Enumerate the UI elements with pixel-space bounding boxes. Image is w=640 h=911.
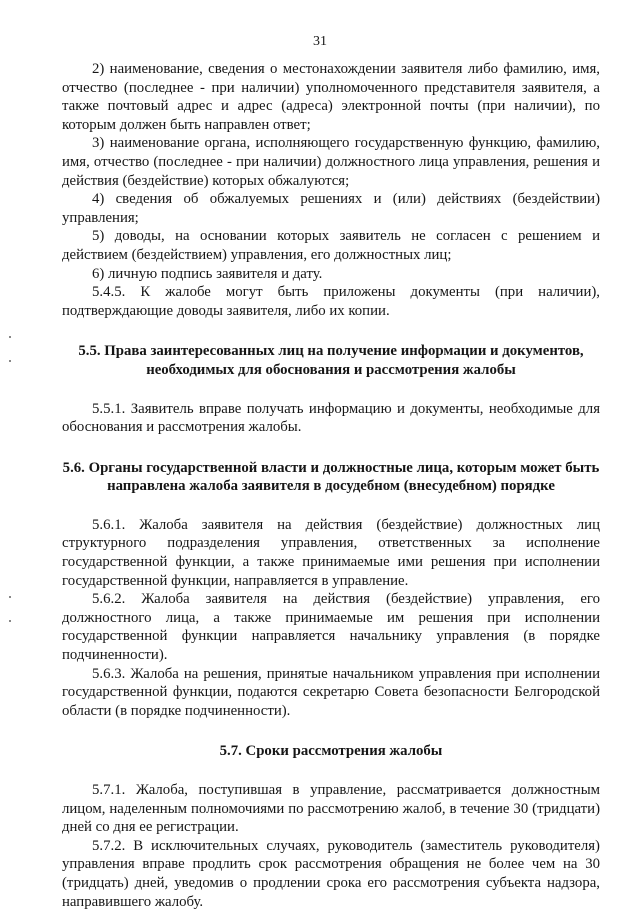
spacer xyxy=(62,496,600,516)
scan-speck xyxy=(9,620,11,622)
section-heading-5-5: 5.5. Права заинтересованных лиц на получение информации и документов, необходимых для обоснования и рассмотрения жалобы xyxy=(78,343,584,378)
paragraph-item-5: 5) доводы, на основании которых заявитель не согласен с решением и действием (бездействием) управления, его должностных лиц; xyxy=(62,228,600,263)
paragraph-5-6-1: 5.6.1. Жалоба заявителя на действия (бездействие) должностных лиц структурного подразделения управления, ответственных за исполнение государственной функции, а также принимаемые ими решения при исполнении государственной функции, направляется в управление. xyxy=(62,516,600,589)
scan-speck xyxy=(9,360,11,362)
paragraph-5-5-1: 5.5.1. Заявитель вправе получать информацию и документы, необходимые для обоснования и рассмотрения жалобы. xyxy=(62,400,600,436)
paragraph-item-3: 3) наименование органа, исполняющего государственную функцию, фамилию, имя, отчество (последнее - при наличии) должностного лица управления, решения и действия (бездействие) которых обжалуются; xyxy=(62,135,600,189)
page-number: 31 xyxy=(313,34,327,49)
paragraph-5-7-1: 5.7.1. Жалоба, поступившая в управление, рассматривается должностным лицом, наделенным полномочиями по рассмотрению жалоб, в течение 30 (тридцати) дней со дня ее регистрации. xyxy=(62,782,600,836)
spacer xyxy=(62,320,600,342)
paragraph-item-4: 4) сведения об обжалуемых решениях и (или) действиях (бездействии) управления; xyxy=(62,191,600,226)
paragraph-item-2: 2) наименование, сведения о местонахождении заявителя либо фамилию, имя, отчество (последнее - при наличии) уполномоченного представителя заявителя, а также почтовый адрес и адрес (адреса) электронной почты (при наличии), по которым должен быть направлен ответ; xyxy=(62,61,600,133)
paragraph-item-6: 6) личную подпись заявителя и дату. xyxy=(92,265,323,282)
spacer xyxy=(62,380,600,400)
scan-speck xyxy=(9,596,11,598)
section-heading-5-7: 5.7. Сроки рассмотрения жалобы xyxy=(219,743,443,760)
paragraph-5-6-3: 5.6.3. Жалоба на решения, принятые начальником управления при исполнении государственной функции, подаются секретарю Совета безопасности Белгородской области (в порядке подчиненности). xyxy=(62,665,600,719)
section-heading-5-6: 5.6. Органы государственной власти и должностные лица, которым может быть направлена жалоба заявителя в досудебном (внесудебном) порядке xyxy=(62,459,600,495)
paragraph-5-7-2: 5.7.2. В исключительных случаях, руководитель (заместитель руководителя) управления вправе продлить срок рассмотрения обращения не более чем на 30 (тридцать) дней, уведомив о продлении срока его рассмотрения субъекта надзора, направившего жалобу. xyxy=(62,837,600,910)
document-body xyxy=(62,60,600,911)
spacer xyxy=(62,437,600,459)
paragraph-5-4-5: 5.4.5. К жалобе могут быть приложены документы (при наличии), подтверждающие доводы заявителя, либо их копии. xyxy=(62,284,600,319)
spacer xyxy=(62,761,600,781)
spacer xyxy=(62,720,600,742)
paragraph-5-6-2: 5.6.2. Жалоба заявителя на действия (бездействие) управления, его должностного лица, а также принимаемые им решения при исполнении государственной функции направляется начальнику управления (в порядке подчиненности). xyxy=(62,591,600,664)
scan-speck xyxy=(9,336,11,338)
